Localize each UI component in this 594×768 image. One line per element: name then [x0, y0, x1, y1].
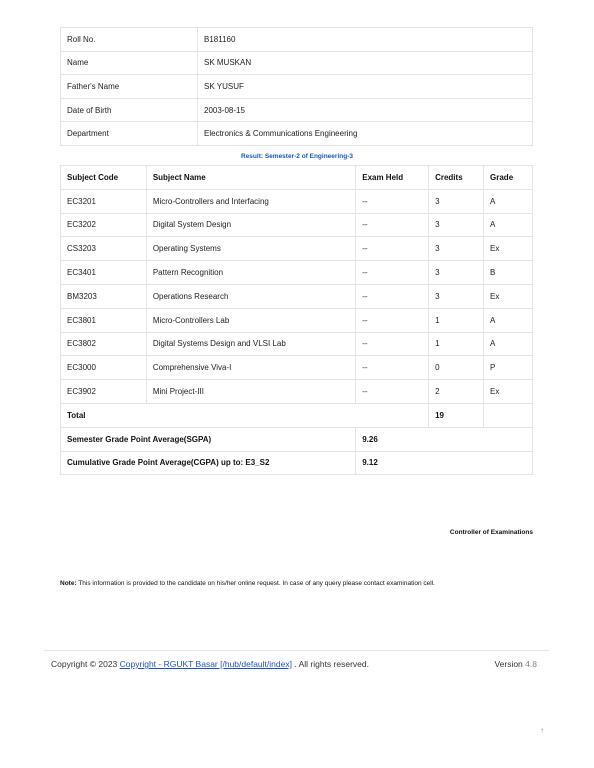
grade: Ex	[484, 237, 533, 261]
credits: 3	[429, 261, 484, 285]
credits: 3	[429, 213, 484, 237]
student-row-name	[61, 51, 533, 75]
version-number: 4.8	[525, 659, 537, 669]
cgpa-row	[61, 451, 533, 475]
student-row-dob	[61, 98, 533, 122]
copyright-link[interactable]: Copyright - RGUKT Basar [/hub/default/index]	[119, 659, 292, 669]
credits: 3	[429, 284, 484, 308]
grade: B	[484, 261, 533, 285]
exam-held: --	[356, 261, 429, 285]
total-label: Total	[61, 403, 429, 427]
subject-name: Comprehensive Viva-I	[146, 356, 355, 380]
grade: A	[484, 332, 533, 356]
student-row-department	[61, 122, 533, 146]
table-row	[61, 356, 533, 380]
subject-name: Micro-Controllers Lab	[146, 308, 355, 332]
version-label: Version	[494, 659, 523, 669]
table-row	[61, 261, 533, 285]
dob-label: Date of Birth	[61, 98, 198, 122]
controller-signature: Controller of Examinations	[449, 529, 533, 536]
student-info-table	[60, 27, 533, 146]
exam-held: --	[356, 332, 429, 356]
subject-code: CS3203	[61, 237, 147, 261]
name-value: SK MUSKAN	[198, 51, 533, 75]
exam-held: --	[356, 356, 429, 380]
grade: Ex	[484, 284, 533, 308]
footer-divider	[44, 650, 549, 651]
header-subject-name: Subject Name	[146, 166, 355, 190]
subject-code: EC3000	[61, 356, 147, 380]
header-credits: Credits	[429, 166, 484, 190]
table-row	[61, 284, 533, 308]
grade: P	[484, 356, 533, 380]
version	[494, 659, 537, 669]
note-label: Note:	[60, 580, 77, 587]
credits: 3	[429, 237, 484, 261]
credits: 2	[429, 380, 484, 404]
up-arrow-icon[interactable]: ↑	[540, 726, 544, 735]
credits: 1	[429, 332, 484, 356]
subject-code: EC3202	[61, 213, 147, 237]
table-row	[61, 237, 533, 261]
dob-value: 2003-08-15	[198, 98, 533, 122]
credits: 0	[429, 356, 484, 380]
cgpa-label: Cumulative Grade Point Average(CGPA) up to: E3_S2	[61, 451, 356, 475]
total-row	[61, 403, 533, 427]
exam-held: --	[356, 284, 429, 308]
sgpa-value: 9.26	[356, 427, 533, 451]
student-row-father	[61, 75, 533, 99]
subject-name: Pattern Recognition	[146, 261, 355, 285]
credits: 3	[429, 189, 484, 213]
grades-table	[60, 165, 533, 475]
grade: A	[484, 308, 533, 332]
subject-name: Digital Systems Design and VLSI Lab	[146, 332, 355, 356]
total-grade-empty	[484, 403, 533, 427]
subject-name: Digital System Design	[146, 213, 355, 237]
subject-name: Micro-Controllers and Interfacing	[146, 189, 355, 213]
note	[60, 580, 435, 587]
subject-name: Mini Project-III	[146, 380, 355, 404]
father-name-label: Father's Name	[61, 75, 198, 99]
subject-code: BM3203	[61, 284, 147, 308]
exam-held: --	[356, 189, 429, 213]
note-text: This information is provided to the candidate on his/her online request. In case of any query please contact examination cell.	[78, 580, 435, 587]
sgpa-label: Semester Grade Point Average(SGPA)	[61, 427, 356, 451]
roll-label: Roll No.	[61, 28, 198, 52]
exam-held: --	[356, 308, 429, 332]
table-row	[61, 332, 533, 356]
subject-code: EC3401	[61, 261, 147, 285]
sgpa-row	[61, 427, 533, 451]
name-label: Name	[61, 51, 198, 75]
department-label: Department	[61, 122, 198, 146]
subject-code: EC3801	[61, 308, 147, 332]
copyright-suffix: . All rights reserved.	[294, 659, 369, 669]
grade: A	[484, 189, 533, 213]
exam-held: --	[356, 380, 429, 404]
grade: Ex	[484, 380, 533, 404]
header-subject-code: Subject Code	[61, 166, 147, 190]
exam-held: --	[356, 237, 429, 261]
header-exam-held: Exam Held	[356, 166, 429, 190]
subject-code: EC3802	[61, 332, 147, 356]
subject-name: Operations Research	[146, 284, 355, 308]
credits: 1	[429, 308, 484, 332]
roll-value: B181160	[198, 28, 533, 52]
exam-held: --	[356, 213, 429, 237]
subject-name: Operating Systems	[146, 237, 355, 261]
copyright	[51, 659, 369, 669]
father-name-value: SK YUSUF	[198, 75, 533, 99]
table-row	[61, 213, 533, 237]
table-row	[61, 189, 533, 213]
table-row	[61, 380, 533, 404]
result-title: Result: Semester-2 of Engineering-3	[241, 153, 353, 160]
grade: A	[484, 213, 533, 237]
subject-code: EC3201	[61, 189, 147, 213]
grades-header-row	[61, 166, 533, 190]
cgpa-value: 9.12	[356, 451, 533, 475]
total-credits: 19	[429, 403, 484, 427]
subject-code: EC3902	[61, 380, 147, 404]
copyright-prefix: Copyright © 2023	[51, 659, 118, 669]
student-row-roll	[61, 28, 533, 52]
header-grade: Grade	[484, 166, 533, 190]
department-value: Electronics & Communications Engineering	[198, 122, 533, 146]
table-row	[61, 308, 533, 332]
